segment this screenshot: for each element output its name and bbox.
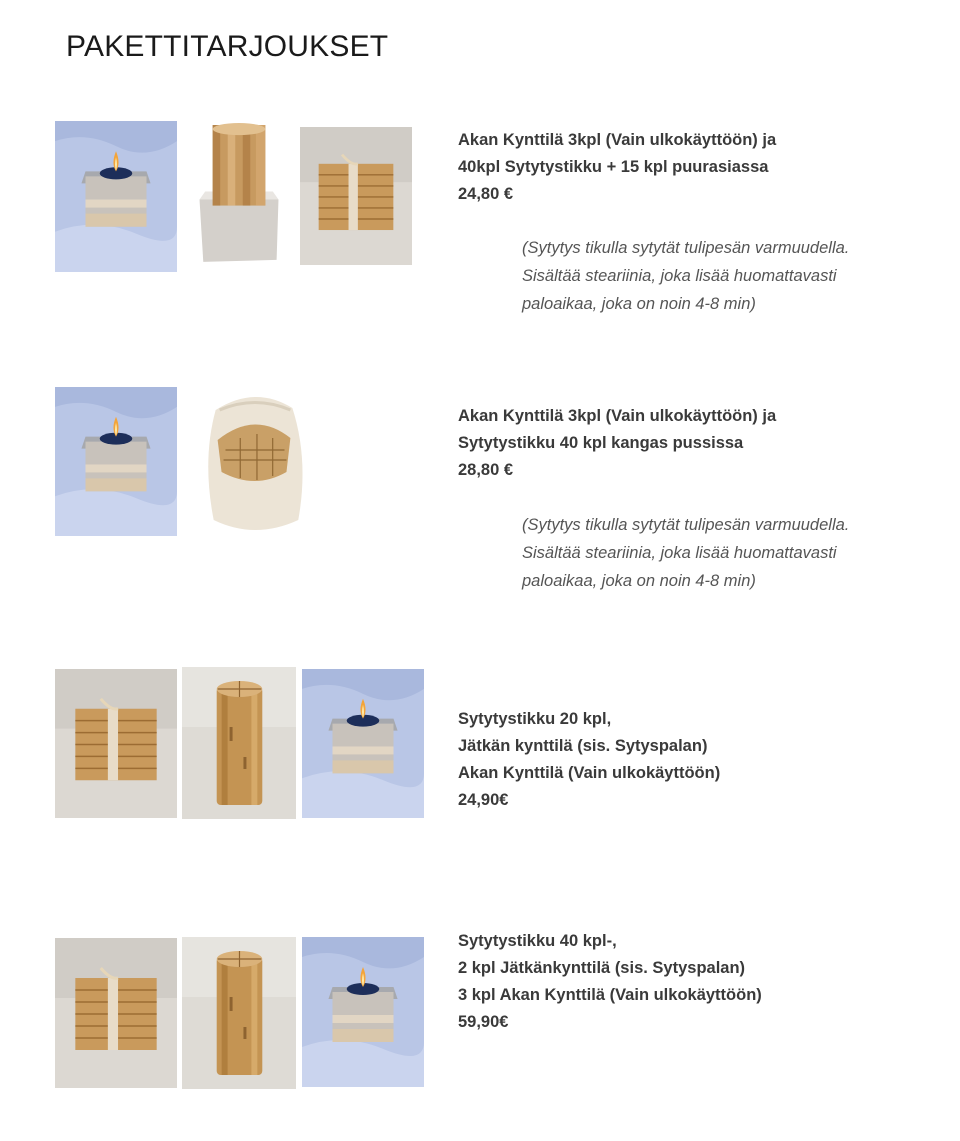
offer-4-line-1: Sytytystikku 40 kpl-, <box>458 932 617 950</box>
offer-3-line-3: Akan Kynttilä (Vain ulkokäyttöön) <box>458 764 721 782</box>
snow-candle-photo[interactable] <box>55 387 177 536</box>
stick-bundle-photo[interactable] <box>55 669 177 818</box>
snow-candle-photo[interactable] <box>55 121 177 272</box>
offer-4-info <box>458 928 878 1036</box>
offer-4-price: 59,90€ <box>458 1013 509 1031</box>
offer-2-price: 28,80 € <box>458 461 514 479</box>
offer-3-line-2: Jätkän kynttilä (sis. Sytyspalan) <box>458 737 708 755</box>
snow-candle-photo[interactable] <box>302 937 424 1087</box>
offer-1-price: 24,80 € <box>458 185 514 203</box>
match-box-photo[interactable] <box>192 121 286 272</box>
offer-1-line-1: Akan Kynttilä 3kpl (Vain ulkokäyttöön) ja <box>458 131 777 149</box>
offer-2-info <box>458 403 878 484</box>
offer-3-info <box>458 706 878 814</box>
offer-1-note: (Sytytys tikulla sytytät tulipesän varmuudella. Sisältää steariinia, joka lisää huomattavasti paloaikaa, joka on noin 4-8 min) <box>522 239 850 313</box>
log-candle-photo[interactable] <box>182 667 296 819</box>
snow-candle-photo[interactable] <box>302 669 424 818</box>
offer-4-line-2: 2 kpl Jätkänkynttilä (sis. Sytyspalan) <box>458 959 746 977</box>
offer-3-price: 24,90€ <box>458 791 509 809</box>
stick-bundle-photo[interactable] <box>55 938 177 1088</box>
cloth-bag-photo[interactable] <box>196 380 314 540</box>
page-title: PAKETTITARJOUKSET <box>66 30 389 63</box>
offer-2-note: (Sytytys tikulla sytytät tulipesän varmuudella. Sisältää steariinia, joka lisää huomattavasti paloaikaa, joka on noin 4-8 min) <box>522 516 850 590</box>
offer-3-line-1: Sytytystikku 20 kpl, <box>458 710 612 728</box>
log-candle-photo[interactable] <box>182 937 296 1089</box>
offer-2-line-1: Akan Kynttilä 3kpl (Vain ulkokäyttöön) ja <box>458 407 777 425</box>
offer-1-line-2: 40kpl Sytytystikku + 15 kpl puurasiassa <box>458 158 769 176</box>
offer-2-line-2: Sytytystikku 40 kpl kangas pussissa <box>458 434 744 452</box>
offer-4-line-3: 3 kpl Akan Kynttilä (Vain ulkokäyttöön) <box>458 986 762 1004</box>
offer-1-info <box>458 127 878 208</box>
stick-bundle-photo[interactable] <box>300 127 412 265</box>
